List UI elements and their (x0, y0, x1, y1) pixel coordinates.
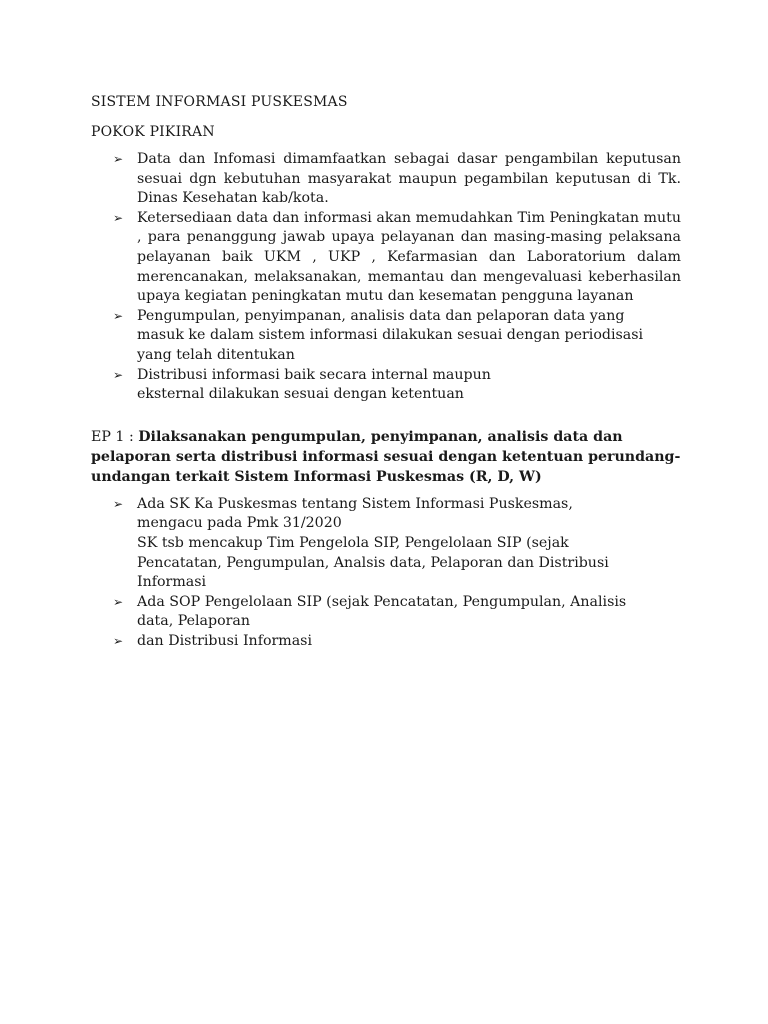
list-item (91, 307, 681, 366)
arrow-bullet-icon: ➢ (113, 152, 124, 166)
arrow-bullet-icon: ➢ (113, 496, 124, 511)
list-item (91, 209, 681, 307)
list-item-text: Data dan Infomasi dimamfaatkan sebagai dasar pengambilan keputusan sesuai dgn kebutuhan masyarakat maupun pegambilan keputusan di Tk. Dinas Kesehatan kab/kota. (137, 151, 681, 207)
list-item-text: Ada SOP Pengelolaan SIP (sejak Pencatatan, Pengumpulan, Analisis data, Pelaporan (137, 593, 627, 630)
list-item-text: dan Distribusi Informasi (137, 632, 312, 649)
list-item (91, 632, 681, 652)
section-heading: POKOK PIKIRAN (91, 124, 215, 140)
list-item (91, 495, 681, 593)
list-item-text: SK tsb mencakup Tim Pengelola SIP, Pengelolaan SIP (sejak Pencatatan, Pengumpulan, Analsis data, Pelaporan dan Distribusi Informasi (137, 534, 609, 591)
arrow-bullet-icon: ➢ (113, 594, 124, 609)
list-item-text: Distribusi informasi baik secara internal maupun eksternal dilakukan sesuai dengan ketentuan (137, 366, 491, 403)
arrow-bullet-icon: ➢ (113, 210, 124, 225)
ep-text: Dilaksanakan pengumpulan, penyimpanan, analisis data dan pelaporan serta distribusi informasi sesuai dengan ketentuan perundang-undangan terkait Sistem Informasi Puskesmas (R, D, W) (91, 428, 681, 485)
pokok-pikiran-list (91, 150, 681, 405)
list-item (91, 366, 681, 405)
list-item (91, 593, 681, 632)
ep-evidence-list (91, 495, 681, 652)
arrow-bullet-icon: ➢ (113, 308, 124, 323)
list-item (91, 150, 681, 209)
arrow-bullet-icon: ➢ (113, 633, 124, 648)
ep-label: EP 1 : (91, 428, 139, 445)
document-page (91, 92, 681, 651)
ep-paragraph (91, 427, 681, 487)
list-item-text: Ada SK Ka Puskesmas tentang Sistem Informasi Puskesmas, mengacu pada Pmk 31/2020 (137, 495, 573, 532)
list-item-text: Ketersediaan data dan informasi akan memudahkan Tim Peningkatan mutu , para penanggung jawab upaya pelayanan dan masing-masing pelaksana pelayanan baik UKM , UKP , Kefarmasian dan Laboratorium dalam merencanakan, melaksanakan, memantau dan mengevaluasi keberhasilan upaya kegiatan peningkatan mutu dan kesematan pengguna layanan (137, 209, 681, 305)
arrow-bullet-icon: ➢ (113, 367, 124, 382)
list-item-text: Pengumpulan, penyimpanan, analisis data dan pelaporan data yang masuk ke dalam sistem informasi dilakukan sesuai dengan periodisasi yang telah ditentukan (137, 307, 644, 363)
document-title: SISTEM INFORMASI PUSKESMAS (91, 94, 348, 110)
